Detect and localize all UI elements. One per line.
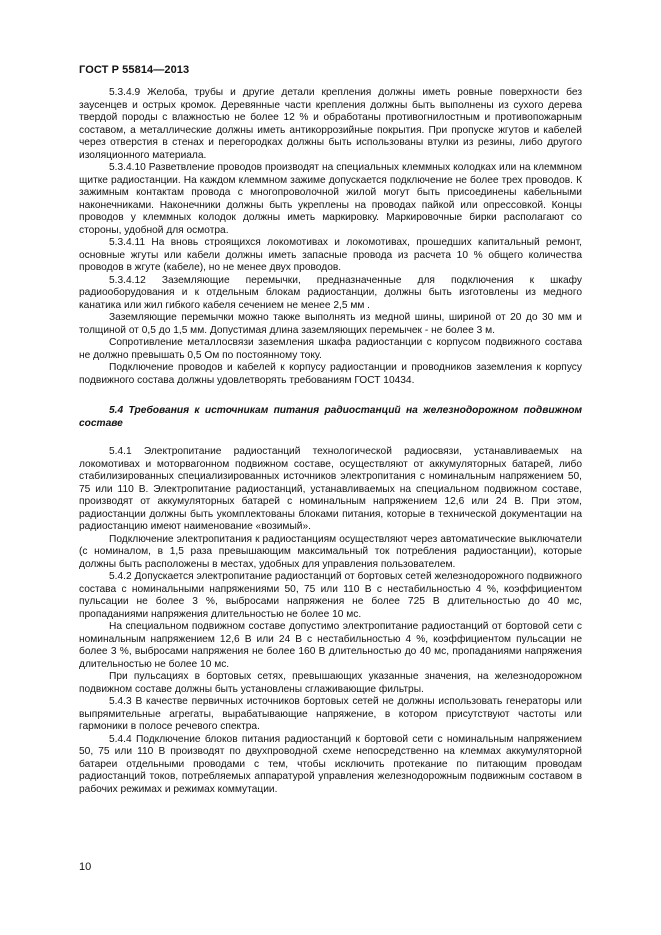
paragraph-connection: Подключение проводов и кабелей к корпусу радиостанции и проводников заземления к корпусу подвижного состава должны удовлетворять требованиям ГОСТ 10434. [79, 362, 582, 386]
paragraph-5-4-4: 5.4.4 Подключение блоков питания радиостанций к бортовой сети с номинальным напряжением 50, 75 или 110 В производят по двухпроводной схеме непосредственно на клеммах аккумуляторной батареи отдельными проводами с тем, чтобы исключить протекание по питающим проводам радиостанций токов, потребляемых аппаратурой управления железнодорожным подвижным составом в рабочих режимах и режимах коммутации. [79, 733, 582, 795]
section-title-5-4: 5.4 Требования к источникам питания радиостанций на железнодорожном подвижном составе [79, 405, 582, 429]
paragraph-5-3-4-11: 5.3.4.11 На вновь строящихся локомотивах и локомотивах, прошедших капитальный ремонт, основные жгуты или кабели должны иметь запасные провода из расчета 10 % общего количества проводов в жгуте (кабеле), но не менее двух проводов. [79, 237, 582, 273]
document-header: ГОСТ Р 55814—2013 [79, 64, 190, 76]
paragraph-5-3-4-9: 5.3.4.9 Желоба, трубы и другие детали крепления должны иметь ровные поверхности без заусенцев и острых кромок. Деревянные части крепления должны быть выполнены из сухого дерева твердой породы с влажностью не более 12 % и обработаны противогнилостным и противопожарным составом, а металлические должны иметь антикоррозийные покрытия. При пропуске жгутов и кабелей через отверстия в стенах и перегородках должны быть использованы втулки из резины, либо другого изоляционного материала. [79, 87, 582, 161]
paragraph-5-3-4-12: 5.3.4.12 Заземляющие перемычки, предназначенные для подключения к шкафу радиооборудования и к отдельным блокам радиостанции, должны быть изготовлены из медного канатика или жил гибкого кабеля сечением не менее 2,5 мм . [79, 274, 582, 311]
paragraph-power-connection: Подключение электропитания к радиостанциям осуществляют через автоматические выключатели (с номиналом, в 1,5 раза превышающим максимальный ток потребления радиостанции), которые должны быть расположены в местах, удобных для управления пользователем. [79, 533, 582, 570]
paragraph-grounding-bus: Заземляющие перемычки можно также выполнять из медной шины, шириной от 20 до 30 мм и толщиной от 0,5 до 1,5 мм. Допустимая длина заземляющих перемычек - не более 3 м. [79, 312, 582, 336]
paragraph-5-4-2: 5.4.2 Допускается электропитание радиостанций от бортовых сетей железнодорожного подвижного состава с номинальными напряжениями 50, 75 или 110 В с нестабильностью 4 %, коэффициентом пульсации не более 3 %, выбросами напряжения не более 725 В длительностью до 40 мс, пропаданиями напряжения длительностью не более 10 мс. [79, 571, 582, 620]
paragraph-5-3-4-10: 5.3.4.10 Разветвление проводов производят на специальных клеммных колодках или на клеммном щитке радиостанции. На каждом клеммном зажиме допускается подключение не более трех проводов. К зажимным контактам провода с многопроволочной жилой могут быть присоединены кабельными наконечниками. Наконечники должны быть укреплены на проводах пайкой или опрессовкой. Концы проводов у клеммных колодок должны иметь маркировку. Маркировочные бирки располагают со стороны, удобной для осмотра. [79, 162, 582, 236]
paragraph-special-rolling-stock: На специальном подвижном составе допустимо электропитание радиостанций от бортовой сети с номинальным напряжением 12,6 В или 24 В с нестабильностью 4 %, коэффициентом пульсации не более 3 %, выбросами напряжения не более 160 В длительностью до 40 мс, пропаданиями напряжения длительностью не более 10 мс. [79, 621, 582, 670]
paragraph-ripple-filters: При пульсациях в бортовых сетях, превышающих указанные значения, на железнодорожном подвижном составе должны быть установлены сглаживающие фильтры. [79, 671, 582, 695]
page-number: 10 [79, 861, 92, 873]
paragraph-5-4-1: 5.4.1 Электропитание радиостанций технологической радиосвязи, устанавливаемых на локомотивах и моторвагонном подвижном составе, осуществляют от аккумуляторных батарей, либо стабилизированных специализированных источников электропитания с номинальным напряжением 50, 75 или 110 В. Электропитание радиостанций, устанавливаемых на специальном подвижном составе, производят от аккумуляторных батарей с номинальным напряжением 12,6 или 24 В. При этом, радиостанции должны быть укомплектованы блоками питания, которые в технической документации на радиостанцию имеют наименование «возимый». [79, 446, 582, 532]
paragraph-5-4-3: 5.4.3 В качестве первичных источников бортовых сетей не должны использовать генераторы или выпрямительные агрегаты, вырабатывающие напряжение, в котором присутствуют частоты или гармоники в полосе речевого спектра. [79, 696, 582, 732]
document-body [79, 87, 582, 796]
paragraph-resistance: Сопротивление металлосвязи заземления шкафа радиостанции с корпусом подвижного состава не должно превышать 0,5 Ом по постоянному току. [79, 337, 582, 361]
